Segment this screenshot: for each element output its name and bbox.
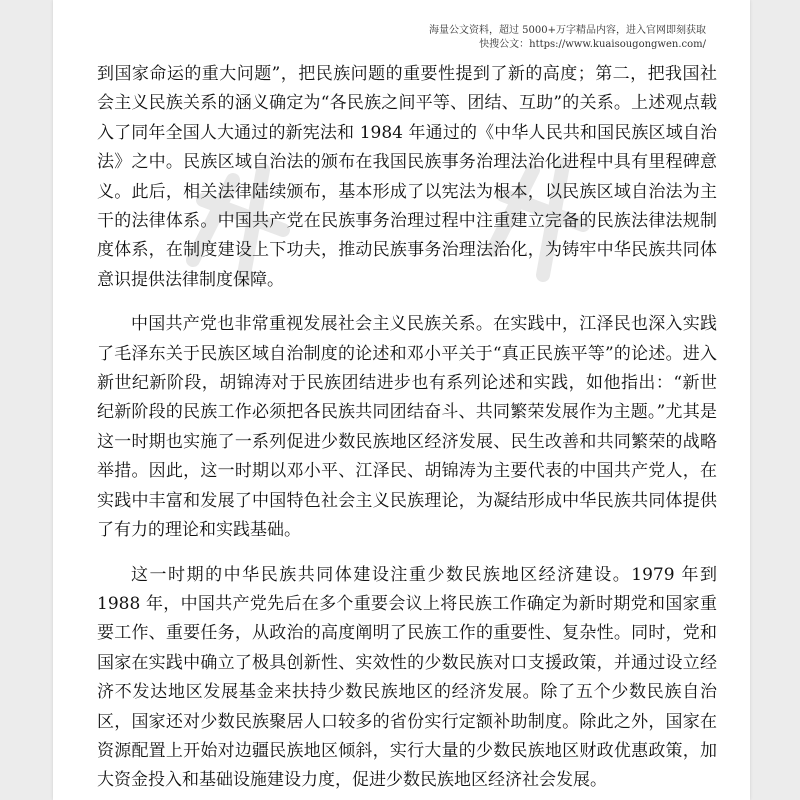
- paragraph: 到国家命运的重大问题”，把民族问题的重要性提到了新的高度；第二，把我国社会主义民族关系的涵义确定为“各民族之间平等、团结、互助”的关系。上述观点载入了同年全国人大通过的新宪法和 1984 年通过的《中华人民共和国民族区域自治法》之中。民族区域自治法的颁布在我国民族事务治理法治化进程中具有里程碑意义。此后，相关法律陆续颁布，基本形成了以宪法为根本，以民族区域自治法为主干的法律体系。中国共产党在民族事务治理过程中注重建立完备的民族法律法规制度体系，在制度建设上下功夫，推动民族事务治理法治化，为铸牢中华民族共同体意识提供法律制度保障。: [97, 64, 717, 290]
- document-header: [429, 24, 706, 52]
- paragraph: 中国共产党也非常重视发展社会主义民族关系。在实践中，江泽民也深入实践了毛泽东关于民族区域自治制度的论述和邓小平关于“真正民族平等”的论述。进入新世纪新阶段，胡锦涛对于民族团结进步也有系列论述和实践，如他指出：“新世纪新阶段的民族工作必须把各民族共同团结奋斗、共同繁荣发展作为主题。”尤其是这一时期也实施了一系列促进少数民族地区经济发展、民生改善和共同繁荣的战略举措。因此，这一时期以邓小平、江泽民、胡锦涛为主要代表的中国共产党人，在实践中丰富和发展了中国特色社会主义民族理论，为凝结形成中华民族共同体提供了有力的理论和实践基础。: [97, 314, 717, 541]
- header-promo-line: 海量公文资料，超过 5000+万字精品内容，进入官网即刻获取: [428, 25, 706, 36]
- header-url-line: 快搜公文：https://www.kuaisougongwen.com/: [479, 39, 706, 50]
- paragraph: 这一时期的中华民族共同体建设注重少数民族地区经济建设。1979 年到 1988 年，中国共产党先后在多个重要会议上将民族工作确定为新时期党和国家重要工作、重要任务，从政治的高度阐明了民族工作的重要性、复杂性。同时，党和国家在实践中确立了极具创新性、实效性的少数民族对口支援政策，并通过设立经济不发达地区发展基金来扶持少数民族地区的经济发展。除了五个少数民族自治区，国家还对少数民族聚居人口较多的省份实行定额补助制度。除此之外，国家在资源配置上开始对边疆民族地区倾斜，实行大量的少数民族地区财政优惠政策，加大资金投入和基础设施建设力度，促进少数民族地区经济社会发展。: [97, 564, 717, 791]
- document-body: [97, 60, 717, 796]
- document-page: [53, 0, 750, 800]
